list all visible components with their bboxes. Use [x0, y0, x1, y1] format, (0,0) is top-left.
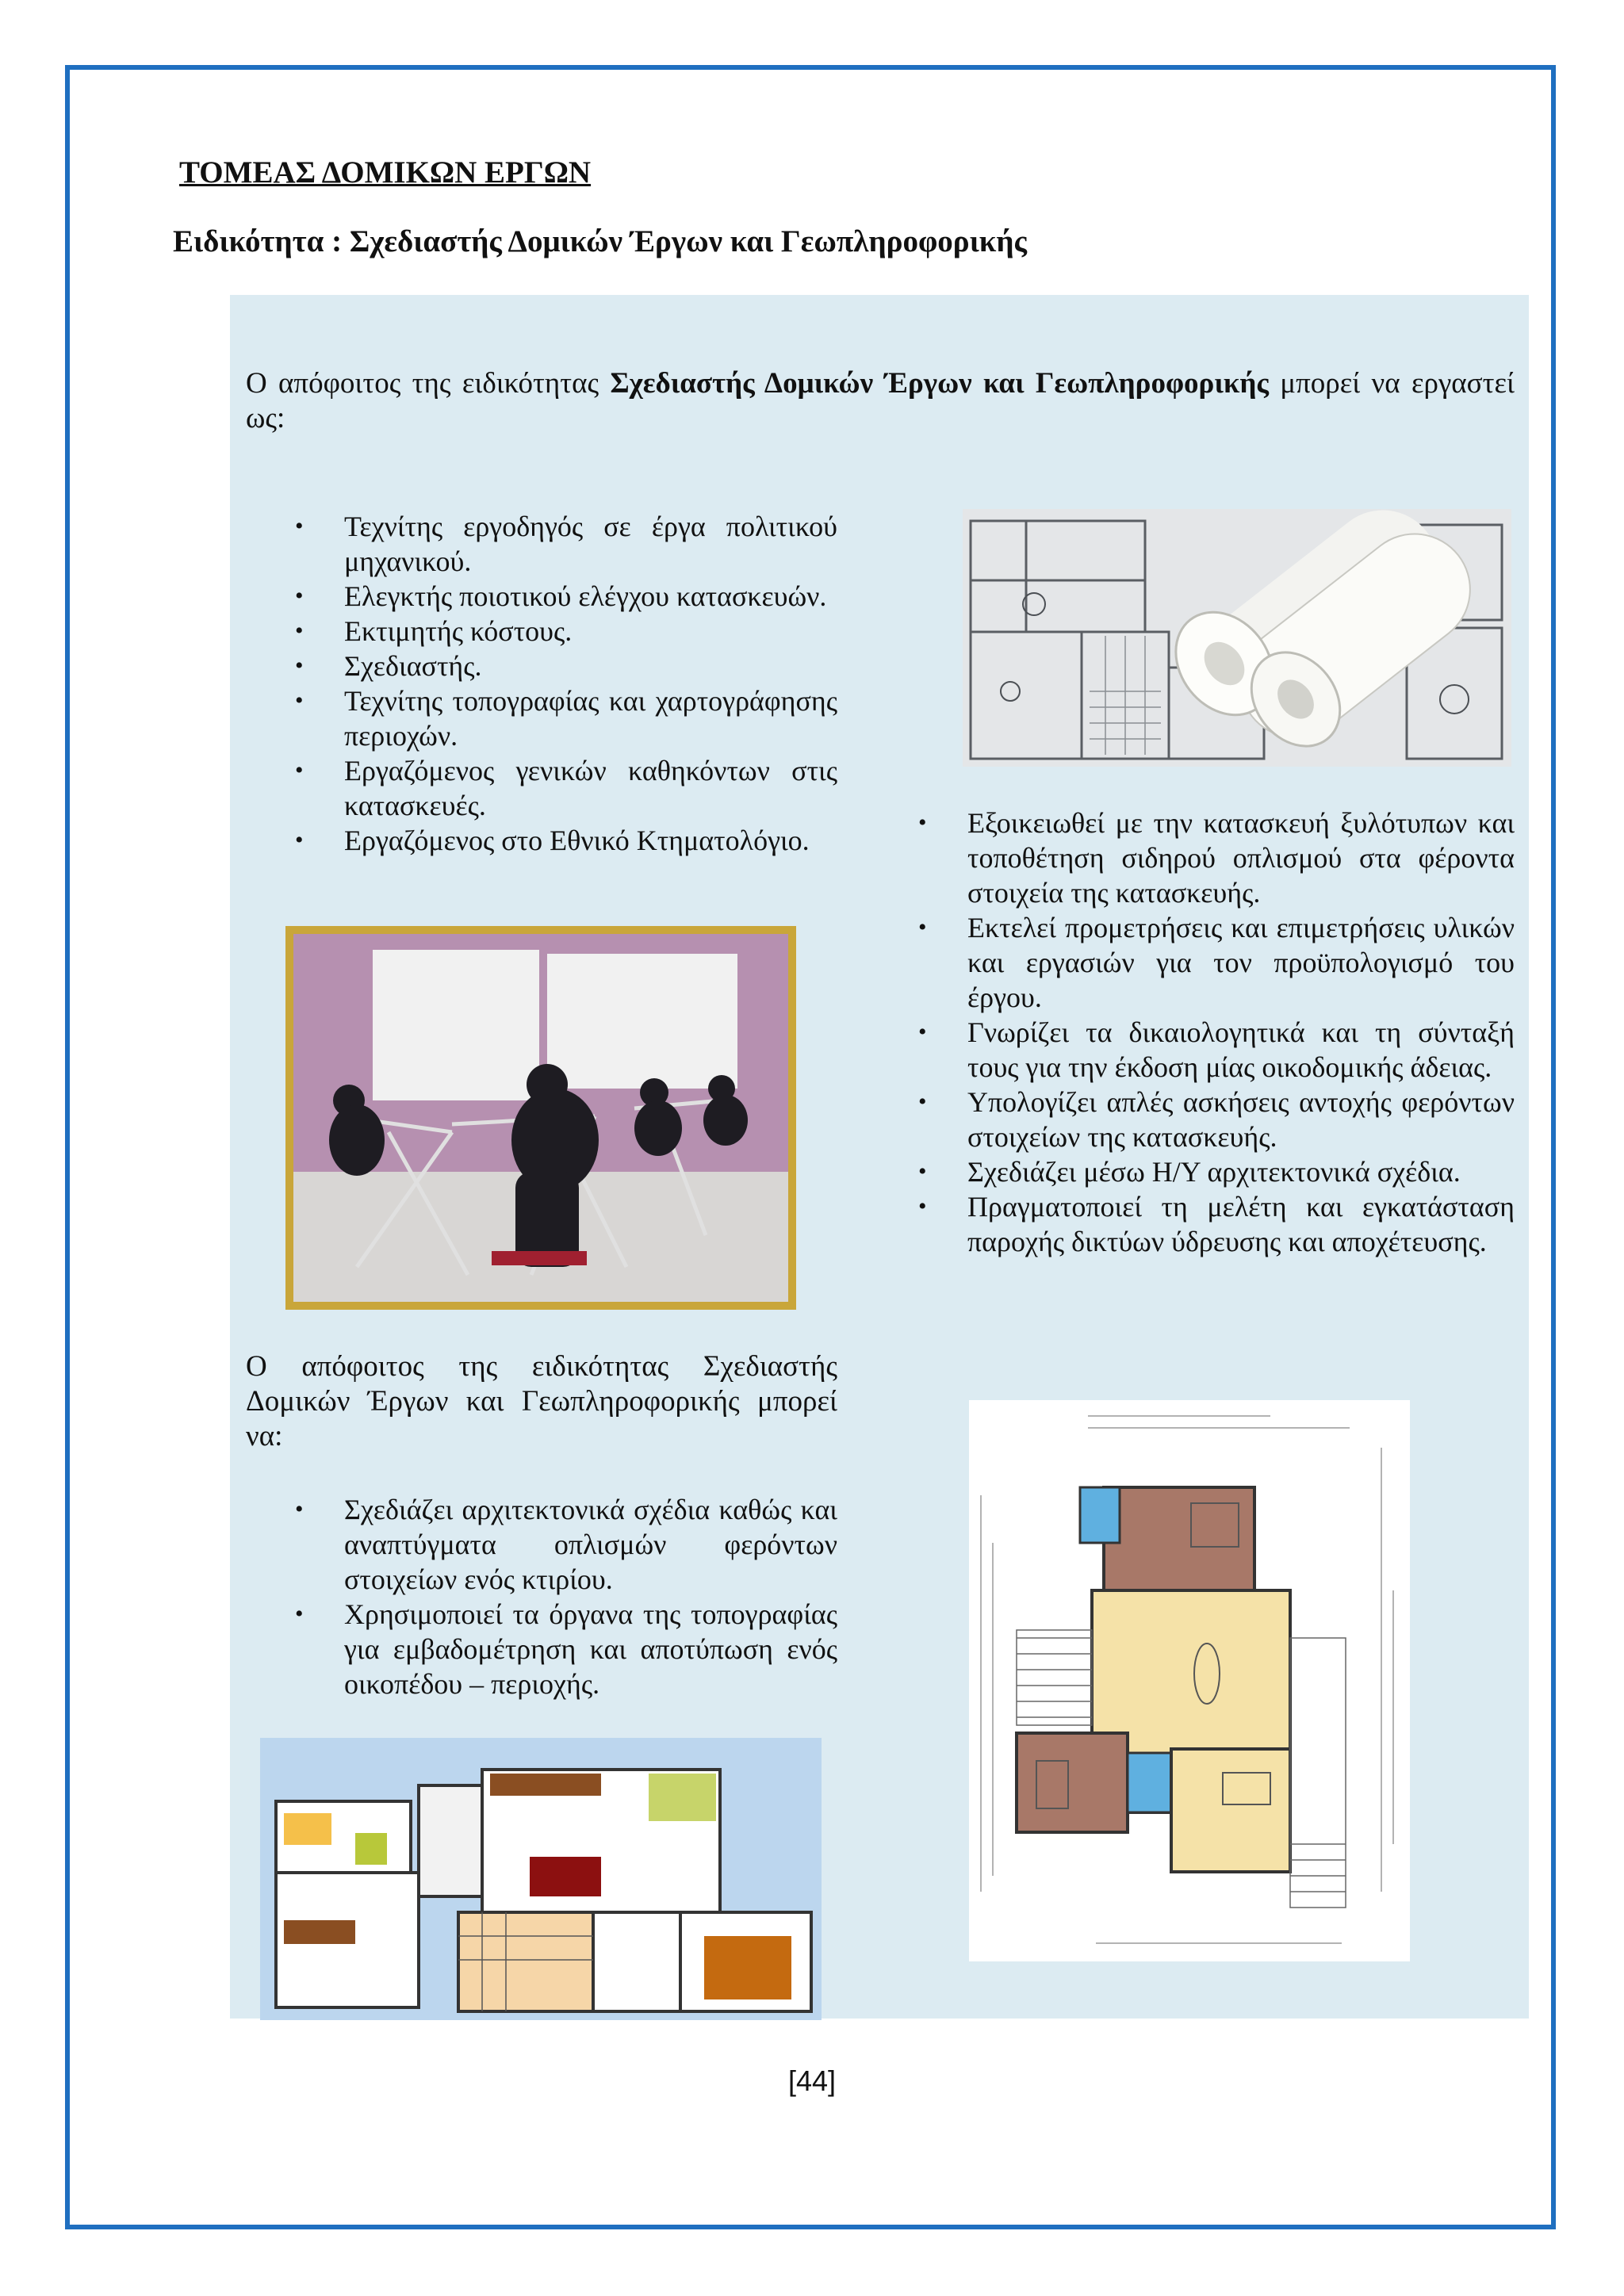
list-item: • Σχεδιαστής.: [295, 650, 482, 682]
bullet-icon: •: [295, 618, 304, 644]
bullet-icon: •: [918, 1193, 927, 1219]
list-item: • Υπολογίζει απλές ασκήσεις αντοχής φερόντων στοιχείων της κατασκευής.: [918, 1086, 1515, 1153]
bullet-icon: •: [918, 914, 927, 940]
bullet-icon: •: [295, 687, 304, 714]
blueprint-rolls-photo: [963, 509, 1511, 767]
list-item: • Χρησιμοποιεί τα όργανα της τοπογραφίας για εμβαδομέτρηση και αποτύπωση ενός οικοπέδου – περιοχής.: [295, 1598, 837, 1700]
list-item: • Σχεδιάζει μέσω Η/Υ αρχιτεκτονικά σχέδια.: [918, 1156, 1461, 1188]
bullet-icon: •: [295, 757, 304, 783]
intro-text-before: Ο απόφοιτος της ειδικότητας: [246, 367, 611, 400]
list-item: • Σχεδιάζει αρχιτεκτονικά σχέδια καθώς και αναπτύγματα οπλισμών φερόντων στοιχείων ενός κτιρίου.: [295, 1494, 837, 1595]
skills-list-left: [295, 1492, 837, 1701]
bullet-icon: •: [295, 583, 304, 609]
bullet-icon: •: [295, 652, 304, 679]
list-item: • Εργαζόμενος γενικών καθηκόντων στις κατασκευές.: [295, 755, 837, 821]
bullet-icon: •: [918, 1089, 927, 1115]
bullet-icon: •: [295, 1496, 304, 1522]
classroom-drafting-photo: [285, 926, 796, 1310]
bullet-icon: •: [295, 513, 304, 539]
list-item: • Εκτελεί προμετρήσεις και επιμετρήσεις υλικών και εργασιών για τον προϋπολογισμό του έργου.: [918, 912, 1515, 1013]
list-item: • Εξοικειωθεί με την κατασκευή ξυλότυπων και τοποθέτηση σιδηρού οπλισμού στα φέροντα στοιχεία της κατασκευής.: [918, 807, 1515, 909]
list-item: • Πραγματοποιεί τη μελέτη και εγκατάσταση παροχής δικτύων ύδρευσης και αποχέτευσης.: [918, 1191, 1515, 1257]
bullet-icon: •: [918, 1158, 927, 1184]
intro-text-after: μπορεί να εργαστεί ως:: [246, 367, 1515, 434]
job-list: [295, 509, 837, 858]
second-intro-paragraph: Ο απόφοιτος της ειδικότητας Σχεδιαστής Δομικών Έργων και Γεωπληροφορικής μπορεί να:: [246, 1350, 837, 1452]
architectural-floor-plan: [969, 1400, 1410, 1961]
intro-specialty-name: Σχεδιαστής Δομικών Έργων και Γεωπληροφορικής: [610, 367, 1269, 400]
intro-paragraph: [246, 366, 1515, 436]
sector-title: ΤΟΜΕΑΣ ΔΟΜΙΚΩΝ ΕΡΓΩΝ: [179, 155, 592, 189]
skills-list-right: [918, 806, 1515, 1259]
list-item: • Εκτιμητής κόστους.: [295, 615, 573, 647]
bullet-icon: •: [295, 1601, 304, 1627]
bullet-icon: •: [295, 827, 304, 853]
list-item: • Τεχνίτης εργοδηγός σε έργα πολιτικού μηχανικού.: [295, 511, 837, 577]
list-item: • Ελεγκτής ποιοτικού ελέγχου κατασκευών.: [295, 580, 827, 612]
bullet-icon: •: [918, 1019, 927, 1045]
colored-apartment-plan: [260, 1738, 822, 2020]
page-number: [44]: [787, 2064, 837, 2097]
list-item: • Γνωρίζει τα δικαιολογητικά και τη σύνταξή τους για την έκδοση μίας οικοδομικής άδειας.: [918, 1016, 1515, 1083]
list-item: • Τεχνίτης τοπογραφίας και χαρτογράφησης περιοχών.: [295, 685, 837, 752]
bullet-icon: •: [918, 809, 927, 836]
specialty-title: Ειδικότητα : Σχεδιαστής Δομικών Έργων και Γεωπληροφορικής: [173, 224, 1028, 258]
list-item: • Εργαζόμενος στο Εθνικό Κτηματολόγιο.: [295, 825, 810, 856]
